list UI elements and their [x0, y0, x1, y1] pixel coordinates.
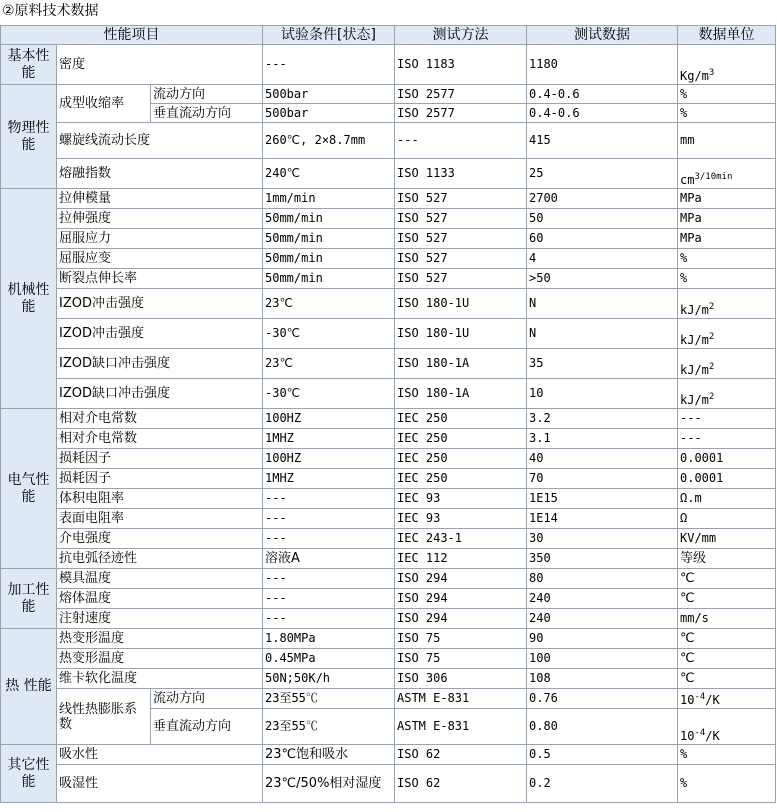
test-condition: 50mm/min [263, 209, 395, 229]
category-electrical: 电气性能 [1, 409, 57, 569]
data-unit: % [678, 765, 776, 803]
property-name: 拉伸强度 [57, 209, 263, 229]
test-method: ISO 180-1U [395, 319, 527, 349]
property-name: 熔融指数 [57, 159, 263, 189]
property-subitem: 垂直流动方向 [151, 104, 263, 123]
test-value: 10 [527, 379, 678, 409]
test-condition: 23℃饱和吸水 [263, 745, 395, 765]
category-processing: 加工性能 [1, 569, 57, 629]
test-method: ISO 294 [395, 589, 527, 609]
test-value: N [527, 289, 678, 319]
table-row [1, 289, 776, 319]
test-method: IEC 250 [395, 449, 527, 469]
table-row [1, 589, 776, 609]
data-unit: $10^{-4}/K$ [678, 689, 776, 709]
data-unit: 0.0001 [678, 449, 776, 469]
property-name: IZOD缺口冲击强度 [57, 379, 263, 409]
test-condition: 100HZ [263, 449, 395, 469]
table-row [1, 379, 776, 409]
test-value: 0.80 [527, 709, 678, 745]
test-value: 108 [527, 669, 678, 689]
test-method: ISO 62 [395, 765, 527, 803]
test-condition: 1.80MPa [263, 629, 395, 649]
test-value: 80 [527, 569, 678, 589]
table-row [1, 509, 776, 529]
table-row [1, 649, 776, 669]
header-condition: 试验条件[状态] [263, 26, 395, 45]
test-value: 100 [527, 649, 678, 669]
test-value: 1180 [527, 45, 678, 85]
test-value: 30 [527, 529, 678, 549]
category-other: 其它性能 [1, 745, 57, 803]
property-name: 相对介电常数 [57, 429, 263, 449]
test-method: ASTM E-831 [395, 709, 527, 745]
header-property: 性能项目 [1, 26, 263, 45]
test-condition: 23℃ [263, 289, 395, 319]
table-row [1, 629, 776, 649]
data-unit: mm/s [678, 609, 776, 629]
property-name: 相对介电常数 [57, 409, 263, 429]
property-name: IZOD冲击强度 [57, 319, 263, 349]
table-row [1, 429, 776, 449]
test-value: 50 [527, 209, 678, 229]
test-method: ISO 75 [395, 649, 527, 669]
table-row [1, 45, 776, 85]
table-row [1, 123, 776, 159]
table-row [1, 409, 776, 429]
test-condition: --- [263, 609, 395, 629]
test-method: ISO 527 [395, 269, 527, 289]
table-row [1, 765, 776, 803]
test-condition: 50mm/min [263, 269, 395, 289]
table-row [1, 349, 776, 379]
data-unit: 等级 [678, 549, 776, 569]
test-condition: 1MHZ [263, 469, 395, 489]
table-row [1, 489, 776, 509]
test-condition: 1MHZ [263, 429, 395, 449]
test-condition: 260℃, 2×8.7mm [263, 123, 395, 159]
test-value: 35 [527, 349, 678, 379]
property-subitem: 流动方向 [151, 689, 263, 709]
property-name: 热变形温度 [57, 649, 263, 669]
table-row [1, 689, 776, 709]
data-unit: MPa [678, 189, 776, 209]
test-method: ISO 2577 [395, 85, 527, 104]
test-condition: --- [263, 589, 395, 609]
test-method: ISO 527 [395, 189, 527, 209]
test-method: --- [395, 123, 527, 159]
test-value: 2700 [527, 189, 678, 209]
data-unit: % [678, 745, 776, 765]
header-value: 测试数据 [527, 26, 678, 45]
data-unit: MPa [678, 209, 776, 229]
data-unit: --- [678, 409, 776, 429]
test-value: 25 [527, 159, 678, 189]
data-unit: % [678, 85, 776, 104]
test-method: ISO 180-1U [395, 289, 527, 319]
test-condition: 23至55℃ [263, 709, 395, 745]
test-value: 0.4-0.6 [527, 104, 678, 123]
test-method: ISO 180-1A [395, 349, 527, 379]
data-unit: 0.0001 [678, 469, 776, 489]
test-condition: -30℃ [263, 379, 395, 409]
test-condition: 0.45MPa [263, 649, 395, 669]
test-method: IEC 250 [395, 409, 527, 429]
test-method: IEC 250 [395, 429, 527, 449]
data-unit: ℃ [678, 649, 776, 669]
test-method: IEC 112 [395, 549, 527, 569]
test-value: 0.76 [527, 689, 678, 709]
table-row [1, 209, 776, 229]
property-name: 密度 [57, 45, 263, 85]
property-name: 屈服应变 [57, 249, 263, 269]
test-value: 240 [527, 589, 678, 609]
test-method: IEC 93 [395, 509, 527, 529]
test-method: ISO 527 [395, 209, 527, 229]
property-name: 拉伸模量 [57, 189, 263, 209]
test-condition: 50mm/min [263, 229, 395, 249]
data-unit: $kJ/m^2$ [678, 379, 776, 409]
property-name: 吸湿性 [57, 765, 263, 803]
test-value: 3.1 [527, 429, 678, 449]
property-name: 模具温度 [57, 569, 263, 589]
test-method: ISO 1183 [395, 45, 527, 85]
test-method: ASTM E-831 [395, 689, 527, 709]
test-value: 60 [527, 229, 678, 249]
test-condition: 50mm/min [263, 249, 395, 269]
table-row [1, 319, 776, 349]
property-name: 线性热膨胀系数 [57, 689, 151, 745]
test-value: 40 [527, 449, 678, 469]
data-unit: $cm^{3/10min}$ [678, 159, 776, 189]
table-row [1, 229, 776, 249]
data-unit: % [678, 269, 776, 289]
table-row [1, 669, 776, 689]
test-value: 1E14 [527, 509, 678, 529]
test-value: 0.5 [527, 745, 678, 765]
test-condition: 23℃/50%相对湿度 [263, 765, 395, 803]
test-condition: --- [263, 45, 395, 85]
test-value: >50 [527, 269, 678, 289]
table-row [1, 569, 776, 589]
property-name: 表面电阻率 [57, 509, 263, 529]
data-unit: $kJ/m^2$ [678, 349, 776, 379]
property-name: IZOD冲击强度 [57, 289, 263, 319]
property-name: 吸水性 [57, 745, 263, 765]
data-unit: $10^{-4}/K$ [678, 709, 776, 745]
data-unit: % [678, 104, 776, 123]
test-value: 3.2 [527, 409, 678, 429]
test-value: 0.2 [527, 765, 678, 803]
test-method: IEC 243-1 [395, 529, 527, 549]
test-condition: 240℃ [263, 159, 395, 189]
data-unit: $kJ/m^2$ [678, 289, 776, 319]
data-unit: $Kg/m^3$ [678, 45, 776, 85]
test-value: 0.4-0.6 [527, 85, 678, 104]
test-method: ISO 306 [395, 669, 527, 689]
data-unit: ℃ [678, 569, 776, 589]
test-condition: 100HZ [263, 409, 395, 429]
test-condition: 500bar [263, 104, 395, 123]
test-value: 415 [527, 123, 678, 159]
data-unit: % [678, 249, 776, 269]
test-condition: --- [263, 529, 395, 549]
table-row [1, 469, 776, 489]
property-name: 损耗因子 [57, 469, 263, 489]
data-unit: KV/mm [678, 529, 776, 549]
material-data-table [0, 25, 776, 803]
property-name: 屈服应力 [57, 229, 263, 249]
table-row [1, 269, 776, 289]
property-name: 螺旋线流动长度 [57, 123, 263, 159]
test-condition: 23至55℃ [263, 689, 395, 709]
test-value: 350 [527, 549, 678, 569]
property-name: 抗电弧径迹性 [57, 549, 263, 569]
property-name: 热变形温度 [57, 629, 263, 649]
test-value: N [527, 319, 678, 349]
test-condition: --- [263, 569, 395, 589]
category-basic: 基本性能 [1, 45, 57, 85]
data-unit: mm [678, 123, 776, 159]
test-method: ISO 294 [395, 609, 527, 629]
property-name: 成型收缩率 [57, 85, 151, 123]
test-condition: --- [263, 509, 395, 529]
test-condition: 50N;50K/h [263, 669, 395, 689]
table-row [1, 449, 776, 469]
table-row [1, 745, 776, 765]
test-method: ISO 294 [395, 569, 527, 589]
data-unit: Ω [678, 509, 776, 529]
test-method: ISO 1133 [395, 159, 527, 189]
table-row [1, 189, 776, 209]
property-name: 介电强度 [57, 529, 263, 549]
test-condition: 500bar [263, 85, 395, 104]
property-name: 注射速度 [57, 609, 263, 629]
data-unit: Ω.m [678, 489, 776, 509]
data-unit: $kJ/m^2$ [678, 319, 776, 349]
table-row [1, 529, 776, 549]
category-physical: 物理性能 [1, 85, 57, 189]
property-name: 维卡软化温度 [57, 669, 263, 689]
data-unit: ℃ [678, 629, 776, 649]
property-subitem: 垂直流动方向 [151, 709, 263, 745]
test-method: ISO 75 [395, 629, 527, 649]
test-condition: 1mm/min [263, 189, 395, 209]
property-name: 体积电阻率 [57, 489, 263, 509]
test-method: ISO 180-1A [395, 379, 527, 409]
test-value: 1E15 [527, 489, 678, 509]
test-condition: 溶液A [263, 549, 395, 569]
test-value: 240 [527, 609, 678, 629]
test-method: IEC 250 [395, 469, 527, 489]
data-unit: MPa [678, 229, 776, 249]
property-name: 断裂点伸长率 [57, 269, 263, 289]
test-method: ISO 527 [395, 229, 527, 249]
test-value: 4 [527, 249, 678, 269]
header-row [1, 26, 776, 45]
property-name: 熔体温度 [57, 589, 263, 609]
test-value: 70 [527, 469, 678, 489]
table-row [1, 159, 776, 189]
header-method: 测试方法 [395, 26, 527, 45]
test-method: IEC 93 [395, 489, 527, 509]
page-title: ②原料技术数据 [2, 3, 99, 19]
header-unit: 数据单位 [678, 26, 776, 45]
table-row [1, 609, 776, 629]
test-method: ISO 2577 [395, 104, 527, 123]
test-value: 90 [527, 629, 678, 649]
data-unit: ℃ [678, 669, 776, 689]
table-row [1, 249, 776, 269]
table-row [1, 85, 776, 104]
test-condition: -30℃ [263, 319, 395, 349]
category-thermal: 热 性能 [1, 629, 57, 745]
test-method: ISO 527 [395, 249, 527, 269]
data-unit: ℃ [678, 589, 776, 609]
data-unit: --- [678, 429, 776, 449]
property-name: 损耗因子 [57, 449, 263, 469]
property-subitem: 流动方向 [151, 85, 263, 104]
category-mechanical: 机械性能 [1, 189, 57, 409]
table-row [1, 549, 776, 569]
property-name: IZOD缺口冲击强度 [57, 349, 263, 379]
test-condition: 23℃ [263, 349, 395, 379]
test-condition: --- [263, 489, 395, 509]
test-method: ISO 62 [395, 745, 527, 765]
